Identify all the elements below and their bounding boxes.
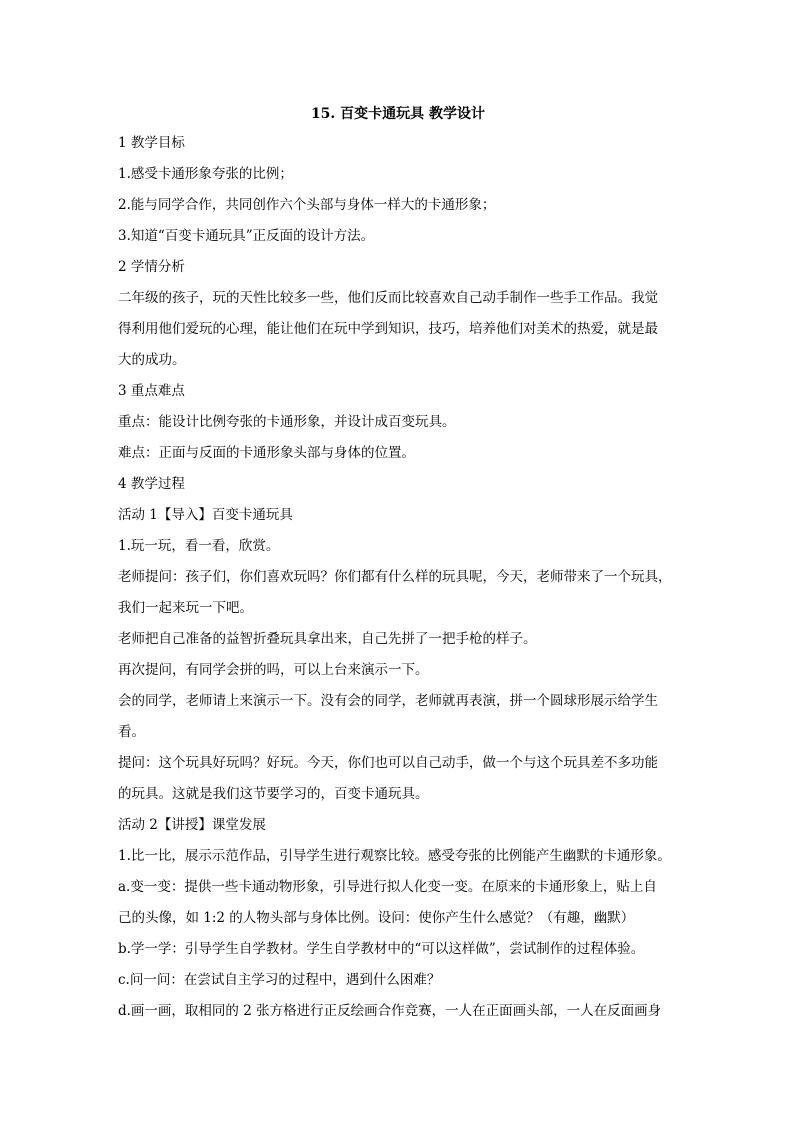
second-question-text: 再次提问，有同学会拼的吗，可以上台来演示一下。: [118, 662, 429, 678]
learn-step-text: b.学一学：引导学生自学教材。学生自学教材中的“可以这样做”，尝试制作的过程体验。: [118, 941, 645, 957]
paragraph-line: 大的成功。: [118, 352, 186, 368]
paragraph-line: 己的头像，如 1:2 的人物头部与身体比例。设问：使你产生什么感觉？（有趣，幽默）: [118, 910, 635, 926]
section-heading-objectives: 1 教学目标: [118, 135, 185, 151]
activity-2-heading: 活动 2【讲授】课堂发展: [118, 817, 266, 833]
paragraph-line: 二年级的孩子，玩的天性比较多一些，他们反而比较喜欢自己动手制作一些手工作品。我觉: [118, 290, 658, 306]
section-heading-analysis: 2 学情分析: [118, 259, 185, 275]
activity-1-heading: 活动 1【导入】百变卡通玩具: [118, 507, 293, 523]
change-paragraph: [118, 872, 678, 934]
section-heading-process: 4 教学过程: [118, 476, 185, 492]
analysis-paragraph: [118, 283, 678, 376]
section-heading-key-points: 3 重点难点: [118, 383, 185, 399]
teacher-demo-text: 老师把自己准备的益智折叠玩具拿出来，自己先拼了一把手枪的样子。: [118, 631, 537, 647]
key-point-text: 重点：能设计比例夸张的卡通形象，并设计成百变玩具。: [118, 414, 456, 430]
ask-step-text: c.问一问：在尝试自主学习的过程中，遇到什么困难？: [118, 972, 441, 988]
paragraph-line: 我们一起来玩一下吧。: [118, 600, 253, 616]
paragraph-line: a.变一变：提供一些卡通动物形象，引导进行拟人化变一变。在原来的卡通形象上，贴上自: [118, 879, 657, 895]
paragraph-line: 老师提问：孩子们，你们喜欢玩吗？你们都有什么样的玩具呢，今天，老师带来了一个玩具，: [118, 569, 672, 585]
teacher-question-paragraph: [118, 562, 678, 624]
question-paragraph: [118, 748, 678, 810]
paragraph-line: 提问：这个玩具好玩吗？好玩。今天，你们也可以自己动手，做一个与这个玩具差不多功能: [118, 755, 658, 771]
activity-2-step-1: 1.比一比，展示示范作品，引导学生进行观察比较。感受夸张的比例能产生幽默的卡通形象。: [118, 848, 671, 864]
paragraph-line: 会的同学，老师请上来演示一下。没有会的同学，老师就再表演，拼一个圆球形展示给学生: [118, 693, 658, 709]
paragraph-line: 的玩具。这就是我们这节要学习的，百变卡通玩具。: [118, 786, 429, 802]
objective-item-2: 2.能与同学合作，共同创作六个头部与身体一样大的卡通形象；: [118, 197, 496, 213]
demo-paragraph: [118, 686, 678, 748]
document-title: 15. 百变卡通玩具 教学设计: [310, 106, 486, 122]
draw-step-text: d.画一画，取相同的 2 张方格进行正反绘画合作竞赛，一人在正面画头部，一人在反面画身: [118, 1003, 662, 1019]
objective-item-3: 3.知道“百变卡通玩具”正反面的设计方法。: [118, 228, 375, 244]
paragraph-line: 看。: [118, 724, 145, 740]
difficulty-text: 难点：正面与反面的卡通形象头部与身体的位置。: [118, 445, 415, 461]
document-page: [118, 100, 678, 1027]
paragraph-line: 得利用他们爱玩的心理，能让他们在玩中学到知识，技巧，培养他们对美术的热爱，就是最: [118, 321, 658, 337]
activity-1-step-1: 1.玩一玩，看一看，欣赏。: [118, 538, 280, 554]
objective-item-1: 1.感受卡通形象夸张的比例；: [118, 166, 293, 182]
